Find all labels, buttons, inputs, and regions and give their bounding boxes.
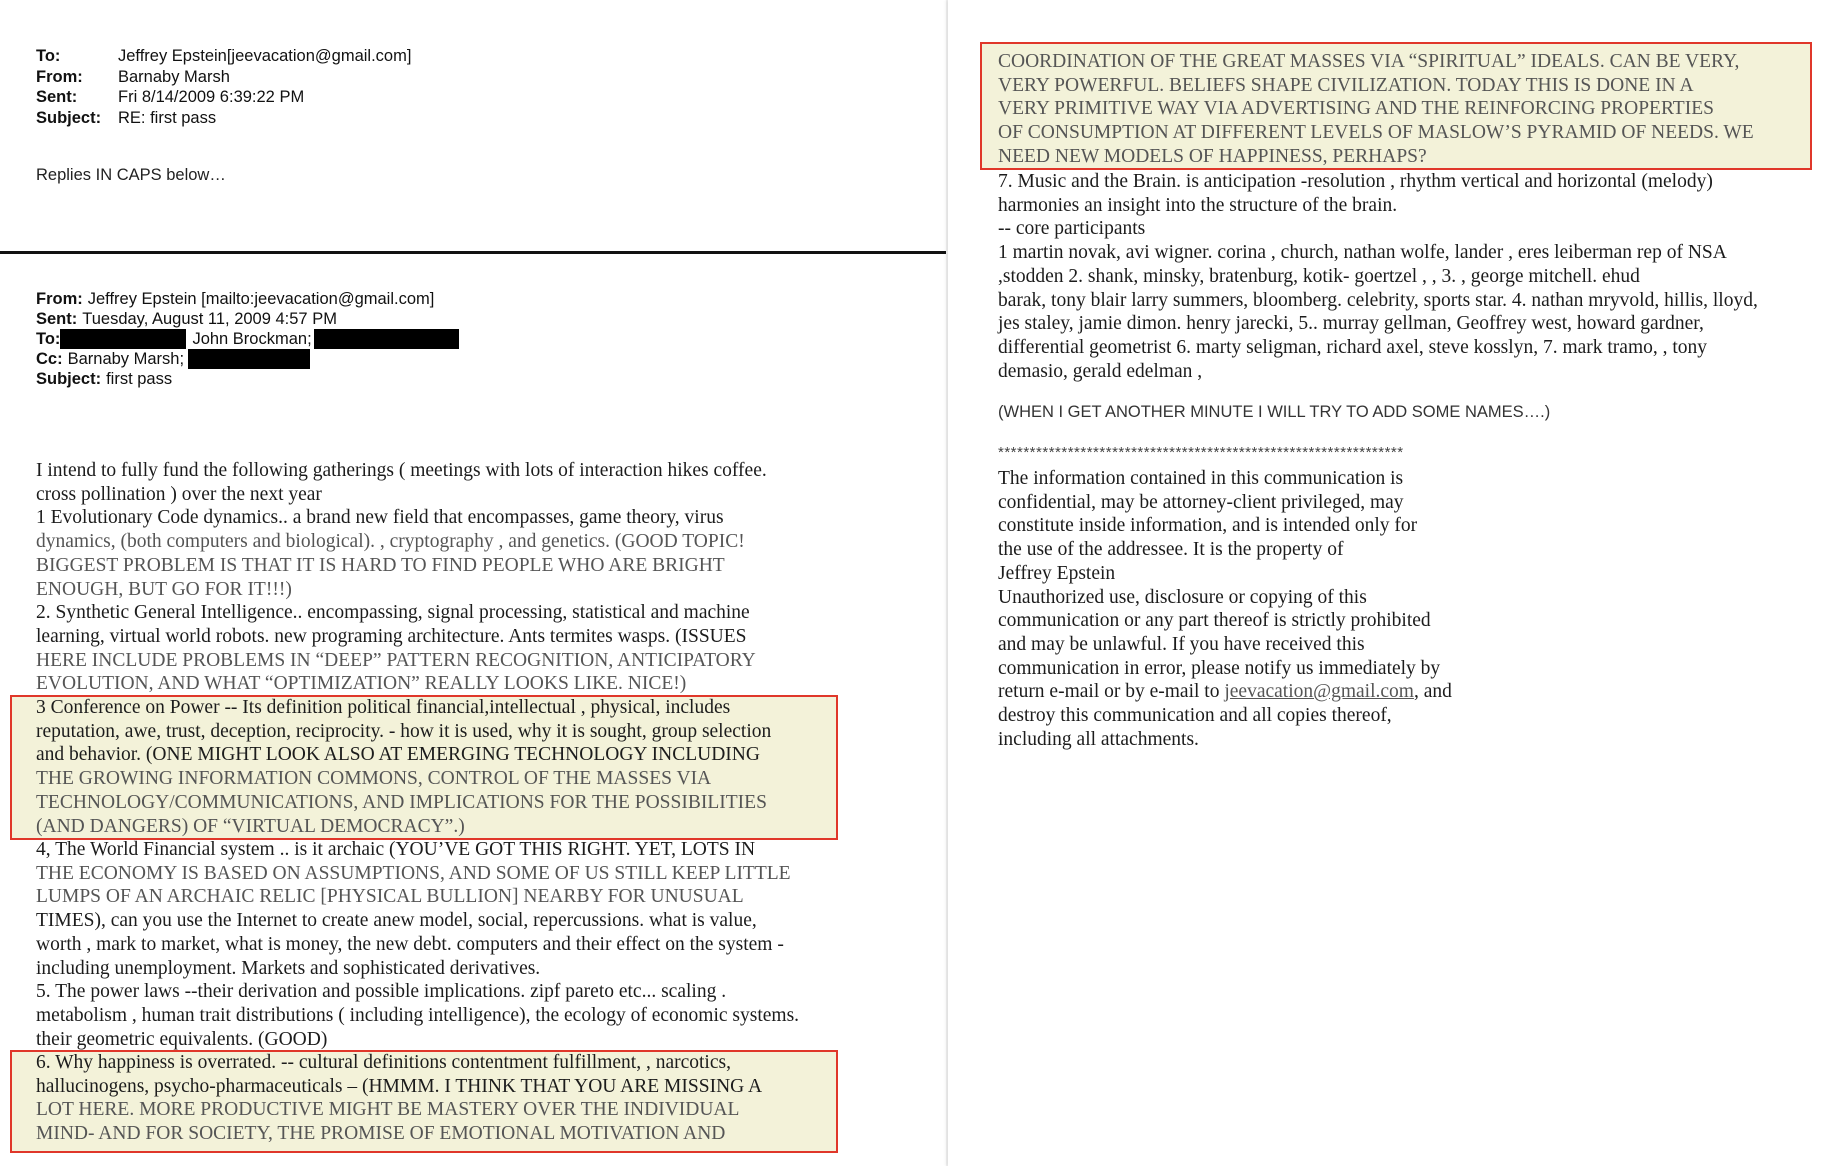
reply-header xyxy=(36,46,411,128)
orig-from-value: Jeffrey Epstein [mailto:jeevacation@gmail.com] xyxy=(87,290,435,308)
body-line: 4, The World Financial system .. is it archaic (YOU’VE GOT THIS RIGHT. YET, LOTS IN xyxy=(36,839,756,860)
right-body-text xyxy=(998,170,1758,383)
body-line: and behavior. (ONE MIGHT LOOK ALSO AT EMERGING TECHNOLOGY INCLUDING xyxy=(36,744,760,766)
from-value: Barnaby Marsh xyxy=(118,67,230,86)
disclaimer-link-prefix: return e-mail or by e-mail to xyxy=(998,681,1225,703)
spiritual-section xyxy=(998,50,1754,169)
from-label: From: xyxy=(36,67,83,86)
body-line: 1 Evolutionary Code dynamics.. a brand new field that encompasses, game theory, virus xyxy=(36,507,724,529)
body-line: LUMPS OF AN ARCHAIC RELIC [PHYSICAL BULLION] NEARBY FOR UNUSUAL xyxy=(36,886,744,908)
body-line: TECHNOLOGY/COMMUNICATIONS, AND IMPLICATIONS FOR THE POSSIBILITIES xyxy=(36,791,767,813)
disclaimer-line: Jeffrey Epstein xyxy=(998,562,1116,584)
body-line: LOT HERE. MORE PRODUCTIVE MIGHT BE MASTERY OVER THE INDIVIDUAL xyxy=(36,1099,740,1121)
subject-value: RE: first pass xyxy=(118,108,217,127)
to-label: To: xyxy=(36,47,61,65)
body-line: 2. Synthetic General Intelligence.. encompassing, signal processing, statistical and machine xyxy=(36,602,750,624)
body-line: EVOLUTION, AND WHAT “OPTIMIZATION” REALLY LOOKS LIKE. NICE!) xyxy=(36,673,687,695)
body-line: THE ECONOMY IS BASED ON ASSUMPTIONS, AND SOME OF US STILL KEEP LITTLE xyxy=(36,862,791,884)
disclaimer-line: constitute inside information, and is intended only for xyxy=(998,515,1418,537)
body-line: cross pollination ) over the next year xyxy=(36,483,322,505)
orig-sent-value: Tuesday, August 11, 2009 4:57 PM xyxy=(82,310,337,328)
disclaimer-link-suffix: , and xyxy=(1413,681,1452,703)
orig-cc-label: Cc: xyxy=(36,350,63,368)
sent-label: Sent: xyxy=(36,88,78,106)
body-line: worth , mark to market, what is money, the new debt. computers and their effect on the system - xyxy=(36,933,784,955)
body-line: 7. Music and the Brain. is anticipation -resolution , rhythm vertical and horizontal (melody) xyxy=(998,171,1713,192)
body-line: THE GROWING INFORMATION COMMONS, CONTROL OF THE MASSES VIA xyxy=(36,768,712,790)
body-line: demasio, gerald edelman , xyxy=(998,360,1203,382)
orig-to-value: John Brockman; xyxy=(192,330,312,348)
disclaimer-line xyxy=(998,680,1452,704)
body-line: 5. The power laws --their derivation and possible implications. zipf pareto etc... scaling . xyxy=(36,981,727,1003)
body-line: 6. Why happiness is overrated. -- cultural definitions contentment fulfillment, , narcotics, xyxy=(36,1052,731,1073)
body-line: MIND- AND FOR SOCIETY, THE PROMISE OF EMOTIONAL MOTIVATION AND xyxy=(36,1123,726,1145)
body-line: COORDINATION OF THE GREAT MASSES VIA “SPIRITUAL” IDEALS. CAN BE VERY, xyxy=(998,51,1740,72)
disclaimer xyxy=(998,467,1452,751)
body-line: metabolism , human trait distributions ( including intelligence), the ecology of economic systems. xyxy=(36,1004,800,1026)
subject-label: Subject: xyxy=(36,108,102,127)
body-text-2 xyxy=(36,838,799,1051)
body-line: OF CONSUMPTION AT DIFFERENT LEVELS OF MASLOW’S PYRAMID OF NEEDS. WE xyxy=(998,122,1754,144)
disclaimer-line: including all attachments. xyxy=(998,728,1199,750)
body-line: HERE INCLUDE PROBLEMS IN “DEEP” PATTERN RECOGNITION, ANTICIPATORY xyxy=(36,649,756,671)
disclaimer-line: destroy this communication and all copies thereof, xyxy=(998,705,1392,727)
body-line: including unemployment. Markets and sophisticated derivatives. xyxy=(36,957,541,979)
body-line: 3 Conference on Power -- Its definition political financial,intellectual , physical, includes xyxy=(36,697,731,718)
replies-note: Replies IN CAPS below… xyxy=(36,166,226,184)
disclaimer-line: Unauthorized use, disclosure or copying of this xyxy=(998,586,1367,608)
body-line: ,stodden 2. shank, minsky, bratenburg, kotik- goertzel , , 3. , george mitchell. ehud xyxy=(998,265,1640,287)
body-line: reputation, awe, trust, deception, reciprocity. - how it is used, why it is sought, group selection xyxy=(36,720,772,742)
orig-cc-value: Barnaby Marsh; xyxy=(67,350,185,368)
body-text xyxy=(36,459,767,696)
email-link[interactable]: jeevacation@gmail.com xyxy=(1224,681,1414,703)
header-divider xyxy=(0,251,946,254)
orig-from-label: From: xyxy=(36,290,83,308)
separator-stars: **************************************************************** xyxy=(998,444,1404,461)
body-line: NEED NEW MODELS OF HAPPINESS, PERHAPS? xyxy=(998,145,1427,167)
body-line: barak, tony blair larry summers, bloomberg. celebrity, sports star. 4. nathan mryvold, hillis, lloyd, xyxy=(998,289,1758,311)
orig-sent-label: Sent: xyxy=(36,310,78,328)
disclaimer-line: and may be unlawful. If you have received this xyxy=(998,633,1365,655)
body-line: BIGGEST PROBLEM IS THAT IT IS HARD TO FIND PEOPLE WHO ARE BRIGHT xyxy=(36,554,725,576)
body-line: VERY POWERFUL. BELIEFS SHAPE CIVILIZATION. TODAY THIS IS DONE IN A xyxy=(998,74,1694,96)
orig-to-label: To: xyxy=(36,330,61,348)
redaction-block xyxy=(60,329,186,349)
orig-subject-label: Subject: xyxy=(36,370,102,388)
body-line: their geometric equivalents. (GOOD) xyxy=(36,1028,328,1050)
body-line: harmonies an insight into the structure of the brain. xyxy=(998,194,1398,216)
redaction-block xyxy=(314,329,459,349)
body-line: differential geometrist 6. marty seligman, richard axel, steve kosslyn, 7. mark tramo, , tony xyxy=(998,336,1708,358)
body-line: jes staley, jamie dimon. henry jarecki, 5.. murray gellman, Geoffrey west, howard gardner, xyxy=(998,313,1704,335)
body-line: VERY PRIMITIVE WAY VIA ADVERTISING AND THE REINFORCING PROPERTIES xyxy=(998,98,1714,120)
disclaimer-line: The information contained in this communication is xyxy=(998,468,1404,489)
body-line: hallucinogens, psycho-pharmaceuticals – (HMMM. I THINK THAT YOU ARE MISSING A xyxy=(36,1075,763,1097)
orig-subject-value: first pass xyxy=(106,370,173,388)
body-line: I intend to fully fund the following gatherings ( meetings with lots of interaction hikes coffee. xyxy=(36,460,767,481)
names-note: (WHEN I GET ANOTHER MINUTE I WILL TRY TO ADD SOME NAMES….) xyxy=(998,403,1551,421)
happiness-section xyxy=(36,1051,762,1146)
body-line: (AND DANGERS) OF “VIRTUAL DEMOCRACY”.) xyxy=(36,815,465,837)
body-line: 1 martin novak, avi wigner. corina , church, nathan wolfe, lander , eres leiberman rep of NSA xyxy=(998,242,1727,264)
disclaimer-line: confidential, may be attorney-client privileged, may xyxy=(998,491,1404,513)
right-page xyxy=(948,0,1844,1166)
to-value: Jeffrey Epstein[jeevacation@gmail.com] xyxy=(118,47,412,65)
body-line: TIMES), can you use the Internet to create anew model, social, repercussions. what is value, xyxy=(36,910,757,932)
original-header xyxy=(36,289,459,389)
body-line: -- core participants xyxy=(998,218,1146,240)
disclaimer-line: communication or any part thereof is strictly prohibited xyxy=(998,610,1431,632)
body-line: dynamics, (both computers and biological). , cryptography , and genetics. (GOOD TOPIC! xyxy=(36,531,745,553)
body-line: ENOUGH, BUT GO FOR IT!!!) xyxy=(36,578,292,600)
power-section xyxy=(36,696,771,838)
disclaimer-line: the use of the addressee. It is the property of xyxy=(998,539,1344,561)
body-line: learning, virtual world robots. new programing architecture. Ants termites wasps. (ISSUES xyxy=(36,625,747,647)
disclaimer-line: communication in error, please notify us immediately by xyxy=(998,657,1441,679)
sent-value: Fri 8/14/2009 6:39:22 PM xyxy=(118,88,305,106)
redaction-block xyxy=(188,349,310,369)
